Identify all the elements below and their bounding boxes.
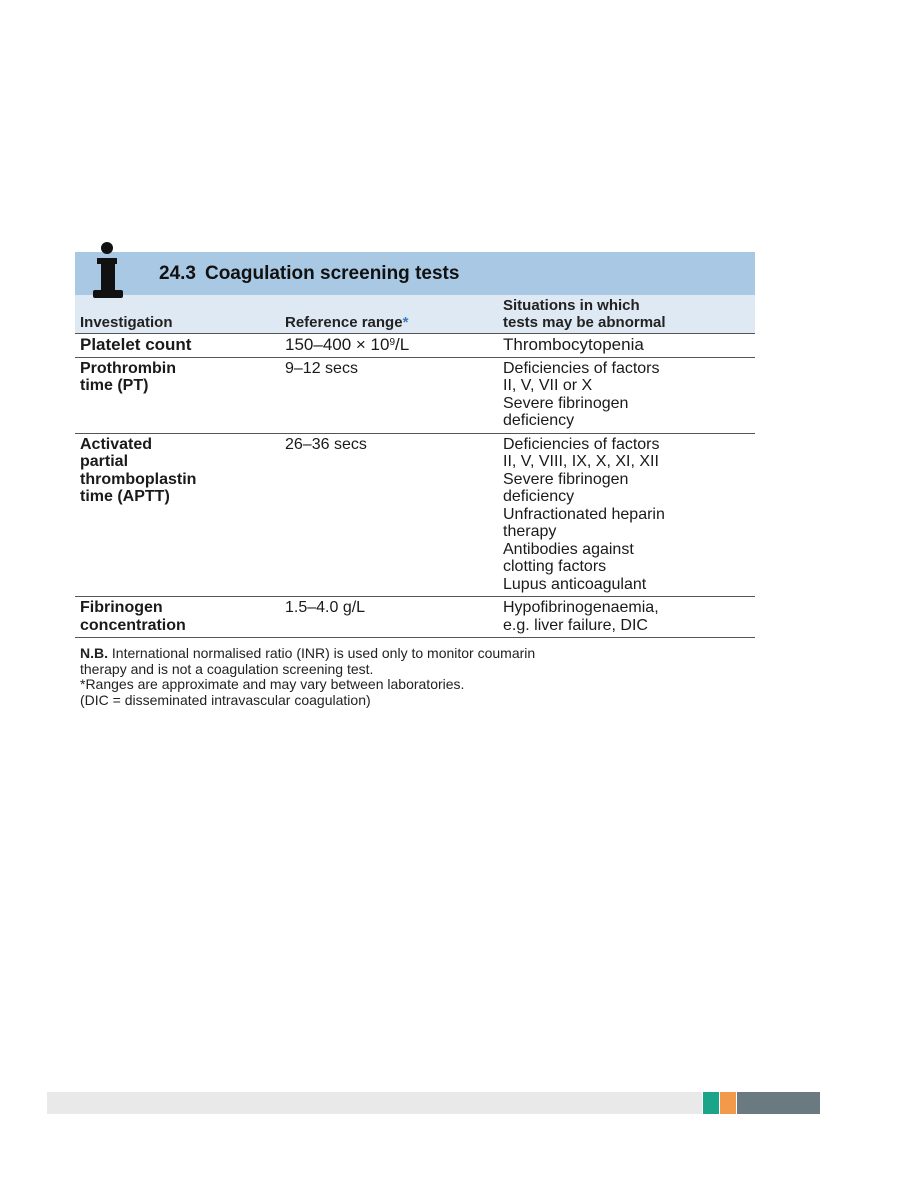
header-reference-range-marker: * (402, 314, 409, 331)
situation-line: Deficiencies of factors (503, 435, 660, 453)
range-prefix: 150–400 × 10 (285, 335, 390, 354)
ranges-note: *Ranges are approximate and may vary between laboratories. (80, 676, 465, 692)
reference-range-cell: 9–12 secs (280, 357, 498, 433)
header-investigation: Investigation (75, 295, 280, 334)
box-header (75, 252, 755, 295)
box-title-text: Coagulation screening tests (204, 263, 460, 284)
header-situations-line1: Situations in which (503, 297, 640, 314)
situation-line: Unfractionated heparin (503, 505, 665, 523)
investigation-cell (75, 597, 280, 638)
investigation-line: thromboplastin (80, 470, 197, 488)
situation-line: clotting factors (503, 558, 607, 575)
table-row (75, 357, 755, 433)
investigation-line: Activated (80, 435, 153, 453)
situation-line: Thrombocytopenia (503, 335, 644, 354)
situation-line: II, V, VII or X (503, 377, 593, 394)
box-number: 24.3 (159, 263, 196, 284)
situation-line: therapy (503, 523, 557, 540)
coagulation-table (75, 295, 755, 638)
footer-grey-block (737, 1092, 820, 1114)
header-reference-range (280, 295, 498, 334)
investigation-line: concentration (80, 616, 186, 634)
situations-cell (498, 357, 755, 433)
investigation-line: Platelet count (80, 335, 192, 354)
range-suffix: /L (395, 335, 410, 354)
footer-teal-block (703, 1092, 719, 1114)
info-icon (83, 242, 129, 300)
situations-cell (498, 433, 755, 597)
reference-range-cell (280, 334, 498, 358)
reference-range-cell: 26–36 secs (280, 433, 498, 597)
nb-line2: therapy and is not a coagulation screening test. (80, 660, 374, 677)
situation-line: Lupus anticoagulant (503, 575, 647, 593)
investigation-cell (75, 334, 280, 358)
situations-cell (498, 597, 755, 638)
situation-line: e.g. liver failure, DIC (503, 616, 648, 634)
situation-line: Hypofibrinogenaemia, (503, 599, 659, 616)
situation-line: deficiency (503, 488, 575, 505)
situation-line: Antibodies against (503, 540, 634, 558)
table-row (75, 433, 755, 597)
table-header-row (75, 295, 755, 334)
situation-line: Severe fibrinogen (503, 394, 629, 412)
situation-line: Severe fibrinogen (503, 470, 629, 488)
info-box (75, 252, 755, 708)
header-reference-range-label: Reference range (285, 314, 403, 331)
investigation-line: Prothrombin (80, 359, 176, 377)
range-superscript: 9 (389, 337, 396, 348)
investigation-cell (75, 357, 280, 433)
table-row (75, 597, 755, 638)
reference-range-cell: 1.5–4.0 g/L (280, 597, 498, 638)
investigation-line: time (PT) (80, 377, 149, 394)
investigation-line: partial (80, 453, 129, 470)
investigation-cell (75, 433, 280, 597)
table-notes (75, 646, 755, 708)
table-row (75, 334, 755, 358)
footer-orange-block (720, 1092, 736, 1114)
situation-line: II, V, VIII, IX, X, XI, XII (503, 453, 659, 470)
investigation-line: time (APTT) (80, 488, 170, 505)
nb-note (80, 646, 755, 662)
dic-note: (DIC = disseminated intravascular coagulation) (80, 691, 371, 708)
situation-line: deficiency (503, 412, 575, 429)
box-title (159, 263, 459, 285)
situation-line: Deficiencies of factors (503, 359, 660, 377)
nb-label: N.B. (80, 645, 108, 661)
situations-cell (498, 334, 755, 358)
header-situations-line2: tests may be abnormal (503, 314, 666, 331)
footer-bar (47, 1092, 702, 1114)
nb-line1: International normalised ratio (INR) is used only to monitor coumarin (111, 645, 536, 661)
header-situations (498, 295, 755, 334)
investigation-line: Fibrinogen (80, 599, 163, 616)
